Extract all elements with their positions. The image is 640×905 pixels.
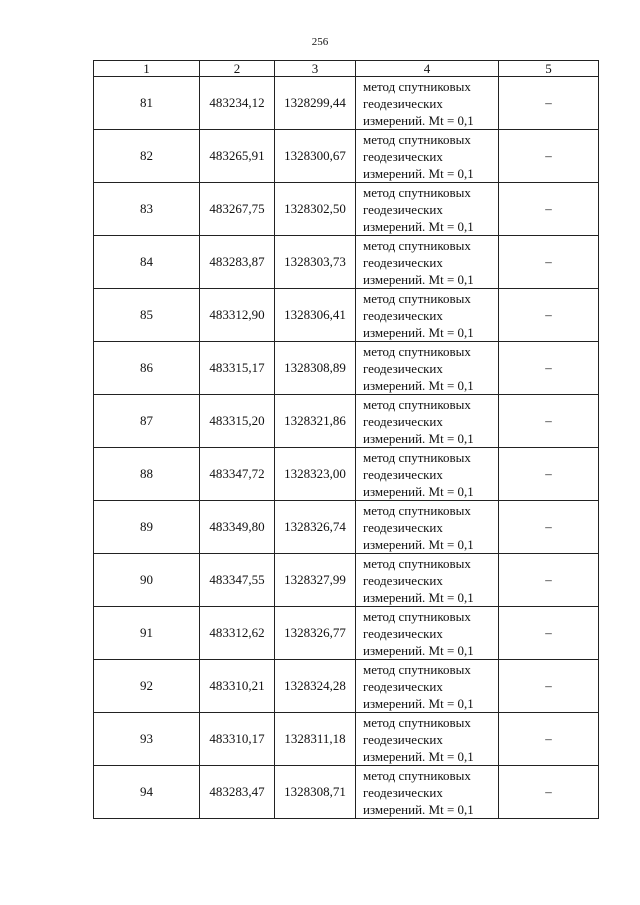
method-cell — [356, 766, 499, 819]
method-cell — [356, 289, 499, 342]
method-line-2: геодезических — [363, 148, 443, 164]
table-body — [94, 77, 599, 819]
col-5-value: – — [499, 554, 599, 607]
table-header — [94, 61, 599, 77]
col-5-value: – — [499, 660, 599, 713]
coord-y: 1328321,86 — [275, 395, 356, 448]
method-line-1: метод спутниковых — [363, 714, 471, 730]
col-5-value: – — [499, 713, 599, 766]
method-cell — [356, 183, 499, 236]
table-row — [94, 448, 599, 501]
method-cell — [356, 554, 499, 607]
method-line-3: измерений. Mt = 0,1 — [363, 748, 474, 764]
table-row — [94, 183, 599, 236]
coord-y: 1328302,50 — [275, 183, 356, 236]
col-5-value: – — [499, 183, 599, 236]
coord-y: 1328306,41 — [275, 289, 356, 342]
header-col-5: 5 — [499, 61, 599, 77]
point-number: 92 — [94, 660, 200, 713]
header-col-2: 2 — [200, 61, 275, 77]
method-line-2: геодезических — [363, 254, 443, 270]
coord-x: 483283,47 — [200, 766, 275, 819]
col-5-value: – — [499, 130, 599, 183]
coord-y: 1328308,89 — [275, 342, 356, 395]
header-row — [94, 61, 599, 77]
point-number: 82 — [94, 130, 200, 183]
point-number: 94 — [94, 766, 200, 819]
point-number: 83 — [94, 183, 200, 236]
page-number: 256 — [311, 36, 329, 48]
table-row — [94, 607, 599, 660]
method-line-1: метод спутниковых — [363, 131, 471, 147]
point-number: 93 — [94, 713, 200, 766]
coord-x: 483312,90 — [200, 289, 275, 342]
method-cell — [356, 713, 499, 766]
table-row — [94, 130, 599, 183]
method-cell — [356, 448, 499, 501]
header-col-4: 4 — [356, 61, 499, 77]
method-line-3: измерений. Mt = 0,1 — [363, 165, 474, 181]
table-row — [94, 713, 599, 766]
point-number: 90 — [94, 554, 200, 607]
method-line-2: геодезических — [363, 413, 443, 429]
method-line-3: измерений. Mt = 0,1 — [363, 695, 474, 711]
method-line-3: измерений. Mt = 0,1 — [363, 430, 474, 446]
point-number: 85 — [94, 289, 200, 342]
col-5-value: – — [499, 607, 599, 660]
method-line-3: измерений. Mt = 0,1 — [363, 801, 474, 817]
method-line-3: измерений. Mt = 0,1 — [363, 218, 474, 234]
header-col-3: 3 — [275, 61, 356, 77]
table-row — [94, 766, 599, 819]
method-line-2: геодезических — [363, 784, 443, 800]
coord-x: 483315,20 — [200, 395, 275, 448]
coord-x: 483265,91 — [200, 130, 275, 183]
method-cell — [356, 342, 499, 395]
point-number: 91 — [94, 607, 200, 660]
coord-x: 483310,21 — [200, 660, 275, 713]
method-line-1: метод спутниковых — [363, 343, 471, 359]
method-line-2: геодезических — [363, 201, 443, 217]
method-line-2: геодезических — [363, 360, 443, 376]
col-5-value: – — [499, 395, 599, 448]
method-cell — [356, 607, 499, 660]
method-line-1: метод спутниковых — [363, 396, 471, 412]
coord-y: 1328311,18 — [275, 713, 356, 766]
table-row — [94, 289, 599, 342]
col-5-value: – — [499, 501, 599, 554]
method-cell — [356, 236, 499, 289]
coord-y: 1328299,44 — [275, 77, 356, 130]
col-5-value: – — [499, 766, 599, 819]
method-line-1: метод спутниковых — [363, 608, 471, 624]
table-row — [94, 660, 599, 713]
method-line-1: метод спутниковых — [363, 767, 471, 783]
coord-y: 1328327,99 — [275, 554, 356, 607]
method-line-1: метод спутниковых — [363, 502, 471, 518]
coord-y: 1328303,73 — [275, 236, 356, 289]
coord-x: 483349,80 — [200, 501, 275, 554]
coord-y: 1328300,67 — [275, 130, 356, 183]
point-number: 81 — [94, 77, 200, 130]
coord-y: 1328323,00 — [275, 448, 356, 501]
table-row — [94, 554, 599, 607]
method-line-3: измерений. Mt = 0,1 — [363, 324, 474, 340]
method-line-1: метод спутниковых — [363, 184, 471, 200]
coord-x: 483234,12 — [200, 77, 275, 130]
table-row — [94, 395, 599, 448]
method-cell — [356, 501, 499, 554]
method-line-3: измерений. Mt = 0,1 — [363, 536, 474, 552]
col-5-value: – — [499, 342, 599, 395]
method-cell — [356, 130, 499, 183]
method-line-1: метод спутниковых — [363, 661, 471, 677]
coord-y: 1328308,71 — [275, 766, 356, 819]
col-5-value: – — [499, 448, 599, 501]
method-line-2: геодезических — [363, 307, 443, 323]
method-line-2: геодезических — [363, 95, 443, 111]
method-line-2: геодезических — [363, 572, 443, 588]
col-5-value: – — [499, 236, 599, 289]
coord-x: 483267,75 — [200, 183, 275, 236]
col-5-value: – — [499, 77, 599, 130]
method-line-2: геодезических — [363, 625, 443, 641]
table-row — [94, 236, 599, 289]
point-number: 89 — [94, 501, 200, 554]
table-row — [94, 342, 599, 395]
coord-x: 483312,62 — [200, 607, 275, 660]
method-line-2: геодезических — [363, 466, 443, 482]
method-line-2: геодезических — [363, 519, 443, 535]
method-line-3: измерений. Mt = 0,1 — [363, 271, 474, 287]
coord-x: 483310,17 — [200, 713, 275, 766]
method-line-1: метод спутниковых — [363, 555, 471, 571]
coord-x: 483347,72 — [200, 448, 275, 501]
method-line-3: измерений. Mt = 0,1 — [363, 589, 474, 605]
method-line-2: геодезических — [363, 731, 443, 747]
point-number: 87 — [94, 395, 200, 448]
method-line-3: измерений. Mt = 0,1 — [363, 642, 474, 658]
point-number: 84 — [94, 236, 200, 289]
coord-y: 1328326,74 — [275, 501, 356, 554]
method-line-3: измерений. Mt = 0,1 — [363, 483, 474, 499]
table-row — [94, 77, 599, 130]
method-line-3: измерений. Mt = 0,1 — [363, 112, 474, 128]
method-cell — [356, 395, 499, 448]
header-col-1: 1 — [94, 61, 200, 77]
point-number: 86 — [94, 342, 200, 395]
method-line-1: метод спутниковых — [363, 290, 471, 306]
table-row — [94, 501, 599, 554]
coord-x: 483347,55 — [200, 554, 275, 607]
coord-x: 483283,87 — [200, 236, 275, 289]
method-line-1: метод спутниковых — [363, 449, 471, 465]
method-cell — [356, 77, 499, 130]
method-line-1: метод спутниковых — [363, 237, 471, 253]
method-line-1: метод спутниковых — [363, 78, 471, 94]
method-line-3: измерений. Mt = 0,1 — [363, 377, 474, 393]
method-cell — [356, 660, 499, 713]
coord-y: 1328326,77 — [275, 607, 356, 660]
point-number: 88 — [94, 448, 200, 501]
coordinates-table — [93, 60, 599, 819]
method-line-2: геодезических — [363, 678, 443, 694]
coord-x: 483315,17 — [200, 342, 275, 395]
coord-y: 1328324,28 — [275, 660, 356, 713]
col-5-value: – — [499, 289, 599, 342]
